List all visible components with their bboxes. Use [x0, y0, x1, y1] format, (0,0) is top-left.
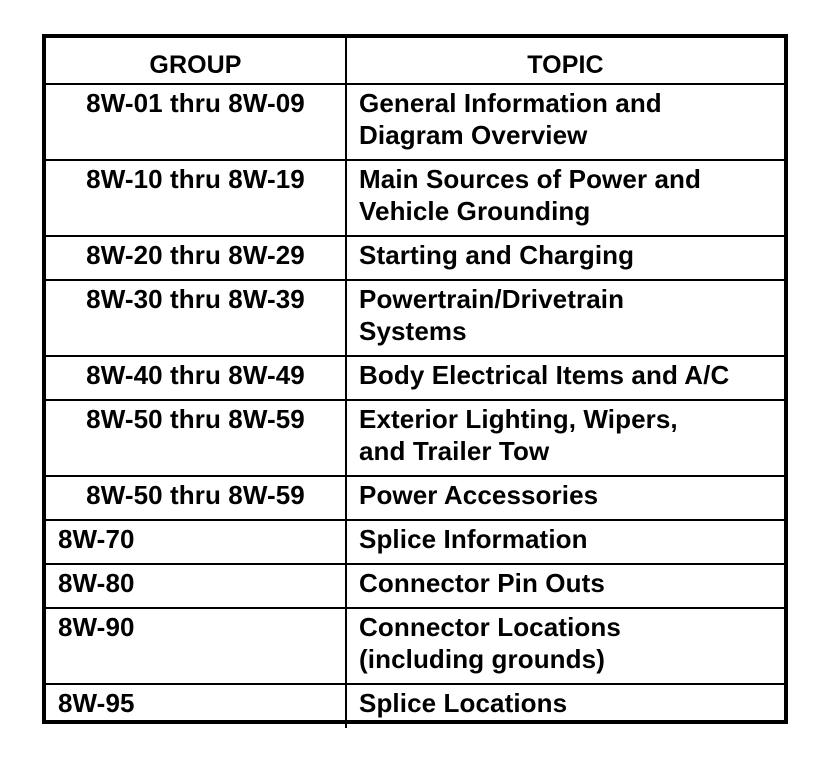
- group-cell: 8W-30 thru 8W-39: [46, 280, 346, 356]
- topic-line: Systems: [359, 316, 467, 346]
- group-cell: 8W-95: [46, 684, 346, 728]
- topic-line: (including grounds): [359, 644, 605, 674]
- table-row: [46, 84, 784, 160]
- topic-cell: [346, 160, 784, 236]
- table-row: [46, 280, 784, 356]
- topic-cell: [346, 236, 784, 280]
- table-row: [46, 400, 784, 476]
- topic-line: Power Accessories: [359, 480, 599, 510]
- table-header-row: [46, 38, 784, 84]
- topic-cell: [346, 84, 784, 160]
- topic-line: Main Sources of Power and: [359, 164, 702, 194]
- topic-line: Connector Locations: [359, 612, 621, 642]
- table-row: [46, 356, 784, 400]
- table-row: [46, 684, 784, 728]
- topic-cell: [346, 684, 784, 728]
- group-cell: 8W-90: [46, 608, 346, 684]
- table-row: [46, 564, 784, 608]
- header-group: GROUP: [46, 38, 346, 84]
- topic-line: Starting and Charging: [359, 240, 635, 270]
- topic-line: Connector Pin Outs: [359, 568, 605, 598]
- group-cell: 8W-50 thru 8W-59: [46, 476, 346, 520]
- topic-cell: [346, 356, 784, 400]
- topic-cell: [346, 608, 784, 684]
- topic-cell: [346, 520, 784, 564]
- table-row: [46, 236, 784, 280]
- table-row: [46, 160, 784, 236]
- topic-line: Exterior Lighting, Wipers,: [359, 404, 678, 434]
- group-cell: 8W-80: [46, 564, 346, 608]
- table-row: [46, 608, 784, 684]
- header-topic: TOPIC: [346, 38, 784, 84]
- table-row: [46, 520, 784, 564]
- topic-line: Vehicle Grounding: [359, 196, 591, 226]
- group-cell: 8W-01 thru 8W-09: [46, 84, 346, 160]
- table: [46, 38, 784, 728]
- group-cell: 8W-10 thru 8W-19: [46, 160, 346, 236]
- group-cell: 8W-20 thru 8W-29: [46, 236, 346, 280]
- topic-line: Body Electrical Items and A/C: [359, 360, 730, 390]
- topic-line: Diagram Overview: [359, 120, 588, 150]
- topic-line: General Information and: [359, 88, 662, 118]
- topic-cell: [346, 564, 784, 608]
- group-cell: 8W-40 thru 8W-49: [46, 356, 346, 400]
- group-cell: 8W-50 thru 8W-59: [46, 400, 346, 476]
- topic-cell: [346, 400, 784, 476]
- wiring-group-table: [42, 34, 788, 724]
- topic-cell: [346, 280, 784, 356]
- topic-cell: [346, 476, 784, 520]
- topic-line: Splice Locations: [359, 688, 568, 718]
- table-row: [46, 476, 784, 520]
- topic-line: and Trailer Tow: [359, 436, 550, 466]
- topic-line: Splice Information: [359, 524, 588, 554]
- group-cell: 8W-70: [46, 520, 346, 564]
- topic-line: Powertrain/Drivetrain: [359, 284, 625, 314]
